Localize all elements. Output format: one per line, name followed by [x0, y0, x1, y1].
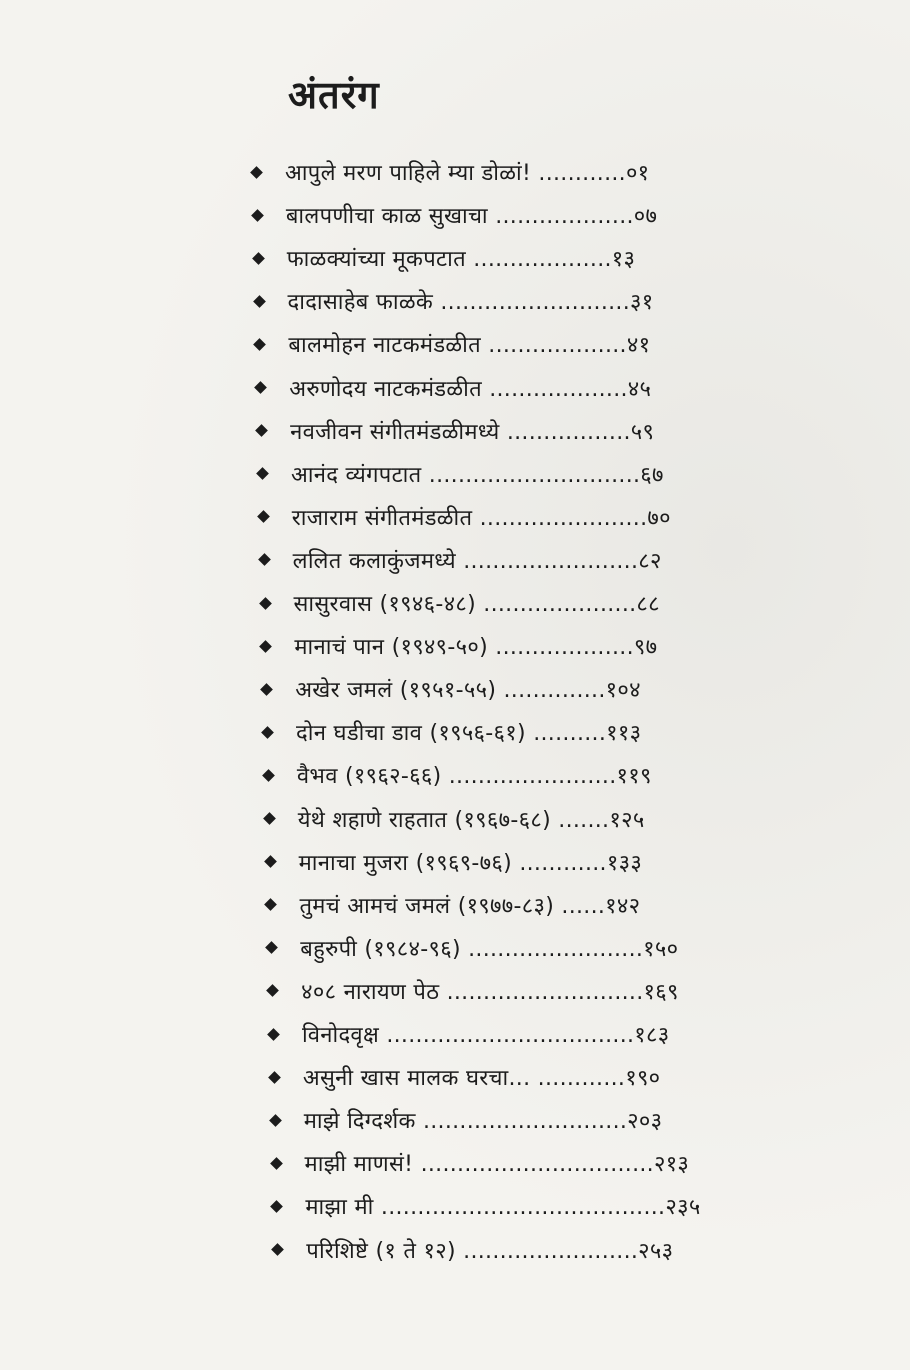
toc-entry-text: नवजीवन संगीतमंडळीमध्ये .................५९	[290, 419, 655, 445]
toc-entry	[270, 1060, 661, 1094]
diamond-bullet-icon	[255, 424, 268, 437]
diamond-bullet-icon	[271, 1243, 284, 1256]
toc-entry	[255, 284, 654, 318]
toc-entry	[259, 500, 671, 534]
toc-entry	[254, 241, 636, 275]
diamond-bullet-icon	[250, 166, 263, 179]
diamond-bullet-icon	[258, 554, 271, 567]
diamond-bullet-icon	[252, 252, 265, 265]
toc-entry	[261, 586, 660, 620]
toc-entry	[264, 758, 652, 792]
toc-entry-text: बहुरुपी (१९८४-९६) ........................१५०	[300, 936, 679, 962]
toc-entry	[263, 715, 641, 749]
diamond-bullet-icon	[270, 1157, 283, 1170]
toc-entry-text: तुमचं आमचं जमलं (१९७७-८३) ......१४२	[299, 893, 641, 919]
toc-entry	[257, 414, 654, 448]
toc-entry-text: अखेर जमलं (१९५१-५५) ..............१०४	[295, 678, 641, 704]
page-title: अंतरंग	[288, 73, 380, 117]
diamond-bullet-icon	[251, 209, 264, 222]
diamond-bullet-icon	[267, 1028, 280, 1041]
toc-entry-text: असुनी खास मालक घरचा... ............१९०	[302, 1066, 661, 1092]
toc-entry-text: बालमोहन नाटकमंडळीत ...................४१	[288, 333, 651, 359]
diamond-bullet-icon	[271, 1200, 284, 1213]
toc-entry	[253, 198, 657, 232]
toc-entry	[273, 1233, 673, 1267]
toc-entry-text: येथे शहाणे राहतात (१९६७-६८) .......१२५	[297, 807, 645, 833]
toc-entry-text: आपुले मरण पाहिले म्या डोळां! ............०१	[285, 161, 650, 186]
toc-entry-text: मानाचा मुजरा (१९६९-७६) ............१३३	[298, 850, 643, 876]
diamond-bullet-icon	[268, 1071, 281, 1084]
toc-entry	[271, 1103, 663, 1137]
toc-entry	[268, 974, 679, 1008]
toc-entry	[256, 371, 651, 405]
diamond-bullet-icon	[262, 769, 275, 782]
diamond-bullet-icon	[261, 726, 274, 739]
toc-entry-text: राजाराम संगीतमंडळीत .......................७०	[291, 505, 671, 531]
toc-entry	[255, 327, 650, 361]
toc-entry-text: माझा मी .......................................२३५	[305, 1195, 701, 1221]
toc-entry	[267, 931, 678, 965]
toc-entry	[258, 457, 664, 491]
diamond-bullet-icon	[254, 381, 267, 394]
toc-entry-text: ४०८ नारायण पेठ ...........................१६९	[301, 979, 679, 1005]
toc-entry	[266, 888, 640, 922]
toc-entry-text: माझे दिग्दर्शक ............................२०३	[303, 1109, 663, 1135]
diamond-bullet-icon	[265, 941, 278, 954]
diamond-bullet-icon	[256, 467, 269, 480]
diamond-bullet-icon	[263, 812, 276, 825]
toc-entry-text: अरुणोदय नाटकमंडळीत ...................४५	[289, 376, 652, 402]
toc-entry	[265, 802, 645, 836]
toc-entry-text: सासुरवास (१९४६-४८) .....................८८	[293, 592, 660, 617]
toc-entry-text: वैभव (१९६२-६६) .......................११९	[296, 764, 652, 790]
toc-entry-text: बालपणीचा काळ सुखाचा ...................०७	[285, 204, 658, 230]
toc-entry-text: माझी माणसं! ................................२१३	[304, 1152, 690, 1178]
toc-entry-text: दोन घडीचा डाव (१९५६-६१) ..........११३	[296, 721, 642, 747]
diamond-bullet-icon	[259, 640, 272, 653]
diamond-bullet-icon	[260, 683, 273, 696]
toc-entry	[252, 155, 649, 189]
toc-entry-text: फाळक्यांच्या मूकपटात ...................१३	[286, 247, 636, 273]
toc-entry	[272, 1146, 690, 1180]
toc-entry	[262, 672, 641, 706]
toc-entry-text: ललित कलाकुंजमध्ये ........................८२	[292, 548, 662, 574]
toc-entry	[260, 543, 662, 577]
toc-entry	[261, 629, 657, 663]
toc-entry-text: आनंद व्यंगपटात .............................६७	[290, 462, 664, 488]
toc-entry-text: परिशिष्टे (१ ते १२) ........................२५३	[306, 1238, 674, 1264]
diamond-bullet-icon	[265, 898, 278, 911]
diamond-bullet-icon	[264, 855, 277, 868]
toc-entry	[272, 1189, 700, 1223]
toc-entry	[266, 845, 642, 879]
diamond-bullet-icon	[253, 295, 266, 308]
diamond-bullet-icon	[269, 1114, 282, 1127]
diamond-bullet-icon	[254, 338, 267, 351]
diamond-bullet-icon	[257, 510, 270, 523]
toc-entry-text: दादासाहेब फाळके ..........................३१	[287, 290, 654, 316]
diamond-bullet-icon	[259, 597, 272, 610]
toc-entry	[269, 1017, 670, 1051]
toc-entry-text: विनोदवृक्ष ..................................१८३	[302, 1023, 670, 1048]
diamond-bullet-icon	[266, 985, 279, 998]
toc-entry-text: मानाचं पान (१९४९-५०) ...................९७	[294, 635, 658, 661]
